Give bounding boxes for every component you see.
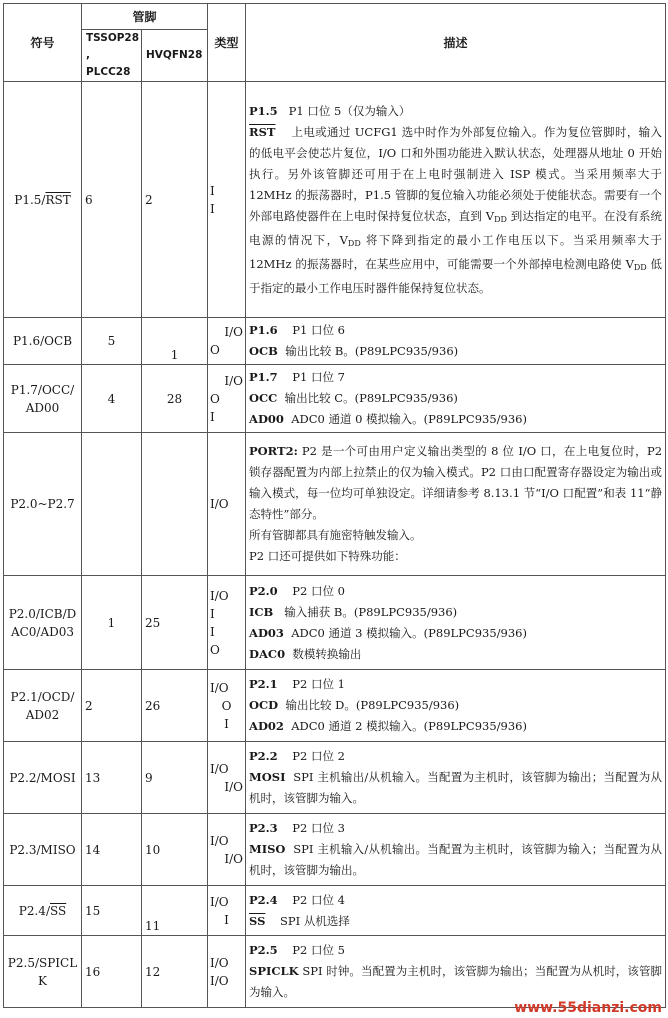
pin-hvqfn: 26 — [142, 670, 208, 742]
pin-description: P1.5 P1 口位 5（仅为输入） $\overline{RST}$ 上电或通过 UCFG1 选中时作为外部复位输入。作为复位管脚时，输入的低电平会使芯片复位，I/O 口和外围功能进入默认状态，处理器从地址 0 开始执行。另外该管脚还可用于在上电时强制进入 ISP 模式。当采用频率大于 12MHz 的振荡器时，P1.5 管脚的复位输入功能必须处于使能状态。需要有一个外部电路使器件在上电时保持复位状态，直到 $V_{DD}$ 到达指定的电平。在没有系统电源的情况下，$V_{DD}$ 将下降到指定的最小工作电压以下。当采用频率大于 12MHz 的振荡器时，在某些应用中，可能需要一个外部掉电检测电路使 $V_{DD}$ 低于指定的最小工作电压时器件能保持复位状态。 — [246, 82, 666, 318]
pin-tssop: 6 — [82, 82, 142, 318]
table-row — [4, 576, 666, 670]
pin-type: I/O I I O — [208, 576, 246, 670]
pin-symbol: $P1.5/\overline{RST}$ — [4, 82, 82, 318]
table-row — [4, 82, 666, 318]
pin-tssop: 1 — [82, 576, 142, 670]
pin-tssop: 13 — [82, 742, 142, 814]
pin-type: I/O I/O — [208, 936, 246, 1008]
pin-hvqfn: 10 — [142, 814, 208, 886]
pin-description: P1.6 P1 口位 6 OCB 输出比较 B。(P89LPC935/936) — [246, 318, 666, 365]
pin-description: P1.7 P1 口位 7 OCC 输出比较 C。(P89LPC935/936) AD00 ADC0 通道 0 模拟输入。(P89LPC935/936) — [246, 365, 666, 433]
pin-symbol: P1.7/OCC/AD00 — [4, 365, 82, 433]
pin-description: P2.0 P2 口位 0 ICB 输入捕获 B。(P89LPC935/936) AD03 ADC0 通道 3 模拟输入。(P89LPC935/936) DAC0 数模转换输出 — [246, 576, 666, 670]
header-description: 描述 — [246, 4, 666, 82]
table-row — [4, 742, 666, 814]
pin-hvqfn — [142, 433, 208, 576]
pin-type: I I — [208, 82, 246, 318]
header-pins: 管脚 — [82, 4, 208, 30]
pin-description: P2.2 P2 口位 2 MOSI SPI 主机输出/从机输入。当配置为主机时，该管脚为输出；当配置为从机时，该管脚为输入。 — [246, 742, 666, 814]
table-row — [4, 365, 666, 433]
pin-description: P2.4 P2 口位 4 $\overline{SS}$ SPI 从机选择 — [246, 886, 666, 936]
pin-type: I/O I/O — [208, 814, 246, 886]
pin-type: I/O I/O — [208, 742, 246, 814]
pin-tssop: 14 — [82, 814, 142, 886]
pin-symbol: $P2.4/\overline{SS}$ — [4, 886, 82, 936]
pin-description: P2.5 P2 口位 5 SPICLK SPI 时钟。当配置为主机时，该管脚为输出；当配置为从机时，该管脚为输入。 — [246, 936, 666, 1008]
pin-description-table — [3, 3, 666, 1008]
pin-symbol: P2.1/OCD/AD02 — [4, 670, 82, 742]
pin-tssop: 15 — [82, 886, 142, 936]
pin-type: I/O — [208, 433, 246, 576]
pin-hvqfn: 11 — [142, 886, 208, 936]
header-tssop: TSSOP28 , PLCC28 — [82, 30, 142, 82]
table-row — [4, 318, 666, 365]
pin-type: I/O O — [208, 318, 246, 365]
pin-hvqfn: 2 — [142, 82, 208, 318]
pin-symbol: P2.0~P2.7 — [4, 433, 82, 576]
pin-hvqfn: 25 — [142, 576, 208, 670]
pin-symbol: P2.5/SPICLK — [4, 936, 82, 1008]
pin-symbol: P2.0/ICB/DAC0/AD03 — [4, 576, 82, 670]
pin-tssop: 4 — [82, 365, 142, 433]
pin-description: P2.3 P2 口位 3 MISO SPI 主机输入/从机输出。当配置为主机时，该管脚为输入；当配置为从机时，该管脚为输出。 — [246, 814, 666, 886]
table-row — [4, 936, 666, 1008]
pin-hvqfn: 28 — [142, 365, 208, 433]
pin-hvqfn: 12 — [142, 936, 208, 1008]
pin-type: I/O O I — [208, 365, 246, 433]
pin-symbol: P2.2/MOSI — [4, 742, 82, 814]
pin-description: P2.1 P2 口位 1 OCD 输出比较 D。(P89LPC935/936) AD02 ADC0 通道 2 模拟输入。(P89LPC935/936) — [246, 670, 666, 742]
pin-tssop: 5 — [82, 318, 142, 365]
table-row — [4, 886, 666, 936]
pin-tssop — [82, 433, 142, 576]
header-type: 类型 — [208, 4, 246, 82]
table-row — [4, 433, 666, 576]
pin-hvqfn: 1 — [142, 318, 208, 365]
pin-description: PORT2: P2 是一个可由用户定义输出类型的 8 位 I/O 口，在上电复位时，P2 锁存器配置为内部上拉禁止的仅为输入模式。P2 口由口配置寄存器设定为输出或输入模式，每一位均可单独设定。详细请参考 8.13.1 节“I/O 口配置”和表 11“静态特性”部分。 所有管脚都具有施密特触发输入。 P2 口还可提供如下特殊功能： — [246, 433, 666, 576]
pin-tssop: 16 — [82, 936, 142, 1008]
site-watermark: www.55dianzi.com — [514, 1000, 662, 1016]
header-hvqfn: HVQFN28 — [142, 30, 208, 82]
pin-tssop: 2 — [82, 670, 142, 742]
pin-type: I/O I — [208, 886, 246, 936]
pin-symbol: P1.6/OCB — [4, 318, 82, 365]
pin-hvqfn: 9 — [142, 742, 208, 814]
pin-type: I/O O I — [208, 670, 246, 742]
table-row — [4, 814, 666, 886]
pin-symbol: P2.3/MISO — [4, 814, 82, 886]
header-symbol: 符号 — [4, 4, 82, 82]
table-row — [4, 670, 666, 742]
